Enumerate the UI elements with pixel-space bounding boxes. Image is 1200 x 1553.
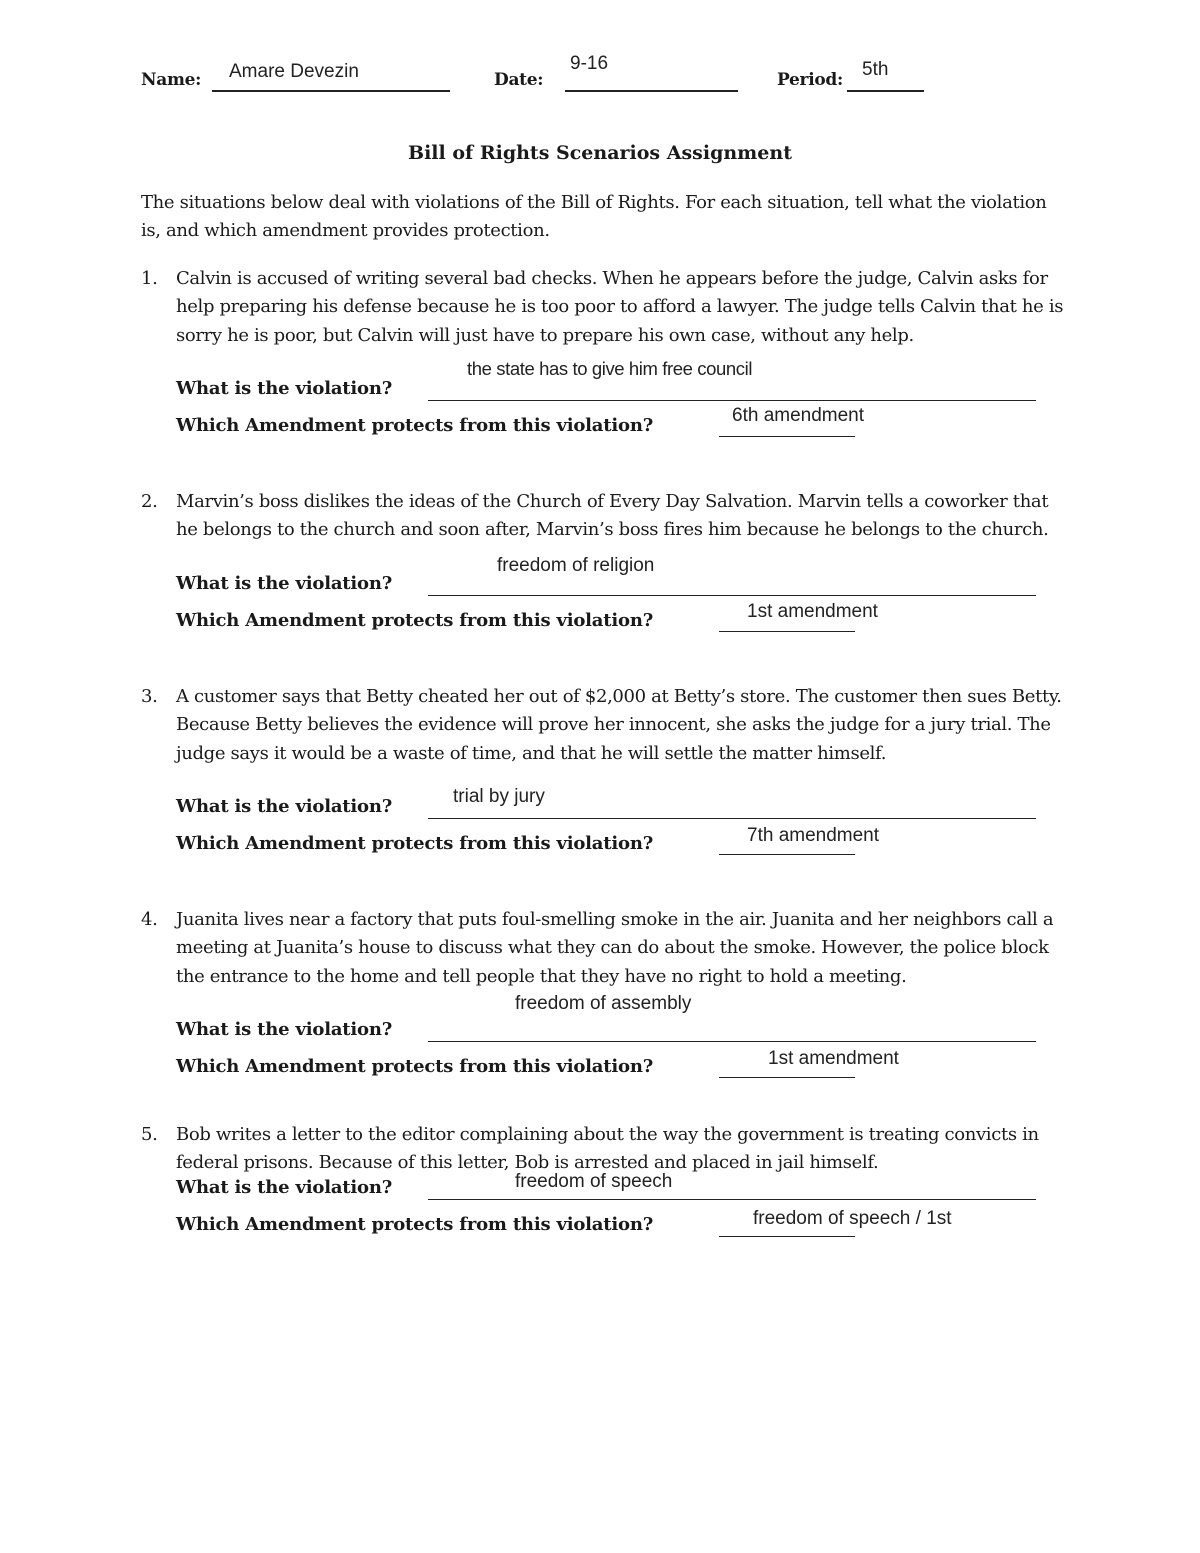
- question-number: 3.: [141, 686, 158, 707]
- amendment-line: [719, 631, 855, 632]
- question-number: 2.: [141, 491, 158, 512]
- date-field[interactable]: 9-16: [570, 53, 609, 74]
- question-3: [141, 683, 1071, 768]
- name-field[interactable]: Amare Devezin: [229, 61, 359, 82]
- name-label: Name:: [141, 70, 202, 90]
- amendment-prompt: Which Amendment protects from this violation?: [176, 415, 654, 436]
- amendment-prompt: Which Amendment protects from this violation?: [176, 1214, 654, 1235]
- question-number: 4.: [141, 909, 158, 930]
- violation-answer-5[interactable]: freedom of speech: [515, 1171, 673, 1192]
- amendment-line: [719, 436, 855, 437]
- amendment-line: [719, 1236, 855, 1237]
- violation-prompt: What is the violation?: [176, 1177, 393, 1198]
- question-5: [141, 1121, 1071, 1178]
- amendment-answer-2[interactable]: 1st amendment: [747, 601, 878, 622]
- amendment-answer-3[interactable]: 7th amendment: [747, 825, 880, 846]
- page-title: Bill of Rights Scenarios Assignment: [408, 142, 792, 164]
- violation-prompt: What is the violation?: [176, 573, 393, 594]
- intro-paragraph: The situations below deal with violations of the Bill of Rights. For each situation, tell what the violation is, and which amendment provides protection.: [141, 192, 1047, 241]
- amendment-answer-1[interactable]: 6th amendment: [732, 405, 865, 426]
- violation-answer-3[interactable]: trial by jury: [453, 786, 545, 807]
- question-text: Marvin’s boss dislikes the ideas of the Church of Every Day Salvation. Marvin tells a coworker that he belongs to the church and soon after, Marvin’s boss fires him because he belongs to the church.: [176, 491, 1049, 541]
- question-text: Calvin is accused of writing several bad checks. When he appears before the judge, Calvin asks for help preparing his defense because he is too poor to afford a lawyer. The judge tells Calvin that he is sorry he is poor, but Calvin will just have to prepare his own case, without any help.: [176, 268, 1064, 346]
- question-text: Juanita lives near a factory that puts foul-smelling smoke in the air. Juanita and her neighbors call a meeting at Juanita’s house to discuss what they can do about the smoke. However, the police block the entrance to the home and tell people that they have no right to hold a meeting.: [176, 909, 1054, 987]
- question-2: [141, 488, 1071, 545]
- violation-answer-4[interactable]: freedom of assembly: [515, 993, 692, 1014]
- question-text: A customer says that Betty cheated her out of $2,000 at Betty’s store. The customer then sues Betty. Because Betty believes the evidence will prove her innocent, she asks the judge for a jury trial. The judge says it would be a waste of time, and that he will settle the matter himself.: [176, 686, 1062, 764]
- question-4: [141, 906, 1071, 991]
- violation-line: [428, 595, 1036, 596]
- date-line: [565, 90, 738, 92]
- violation-line: [428, 818, 1036, 819]
- amendment-line: [719, 1077, 855, 1078]
- amendment-prompt: Which Amendment protects from this violation?: [176, 1056, 654, 1077]
- violation-answer-2[interactable]: freedom of religion: [497, 555, 655, 576]
- period-label: Period:: [777, 70, 843, 90]
- violation-line: [428, 1041, 1036, 1042]
- period-field[interactable]: 5th: [862, 59, 889, 80]
- question-number: 1.: [141, 268, 158, 289]
- amendment-prompt: Which Amendment protects from this violation?: [176, 610, 654, 631]
- violation-line: [428, 1199, 1036, 1200]
- question-number: 5.: [141, 1124, 158, 1145]
- question-text: Bob writes a letter to the editor complaining about the way the government is treating convicts in federal prisons. Because of this letter, Bob is arrested and placed in jail himself.: [176, 1124, 1039, 1174]
- violation-prompt: What is the violation?: [176, 378, 393, 399]
- date-label: Date:: [494, 70, 544, 90]
- name-line: [212, 90, 450, 92]
- amendment-answer-4[interactable]: 1st amendment: [768, 1048, 899, 1069]
- violation-prompt: What is the violation?: [176, 1019, 393, 1040]
- question-1: [141, 265, 1071, 350]
- violation-answer-1[interactable]: the state has to give him free council: [467, 358, 753, 379]
- period-line: [847, 90, 924, 92]
- amendment-answer-5[interactable]: freedom of speech / 1st: [753, 1208, 952, 1229]
- violation-prompt: What is the violation?: [176, 796, 393, 817]
- amendment-line: [719, 854, 855, 855]
- amendment-prompt: Which Amendment protects from this violation?: [176, 833, 654, 854]
- violation-line: [428, 400, 1036, 401]
